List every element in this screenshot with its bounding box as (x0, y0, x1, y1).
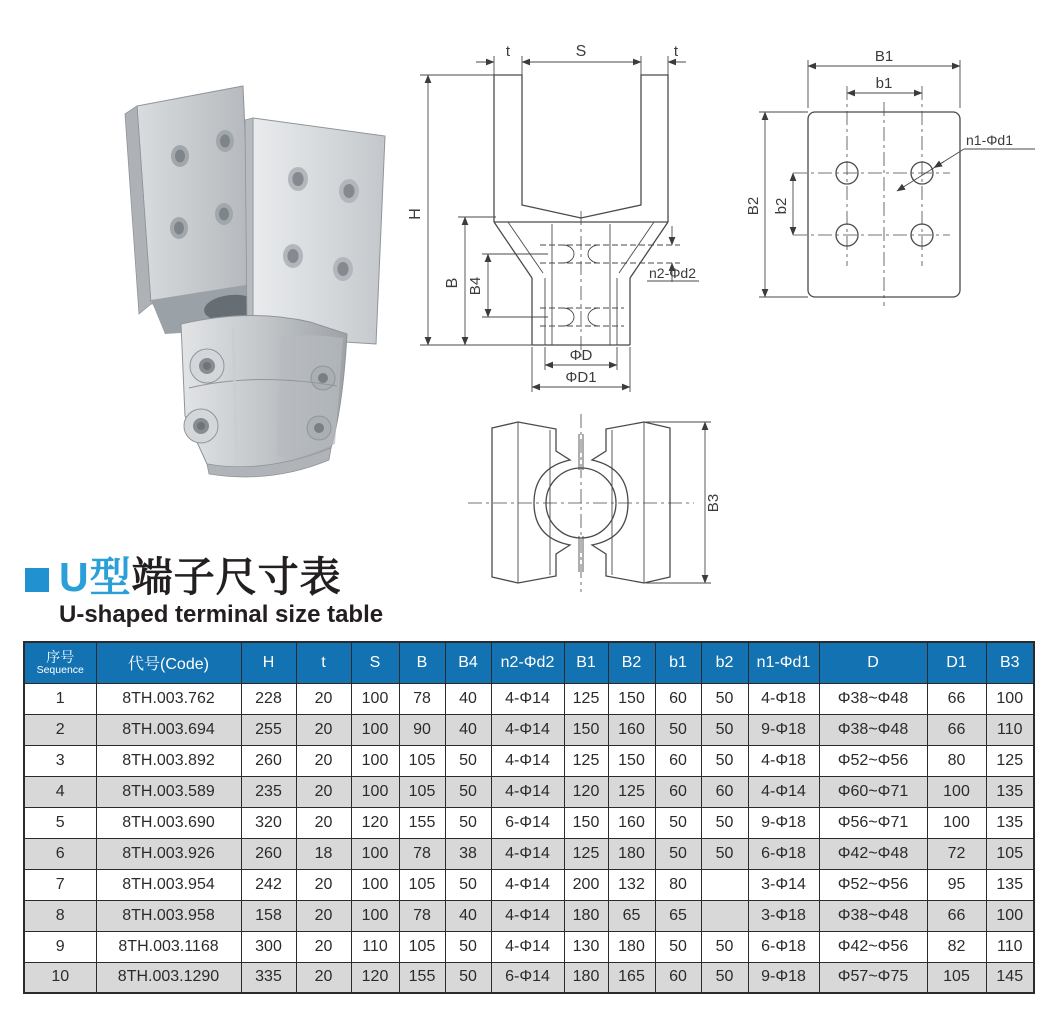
table-cell: 4-Φ14 (491, 900, 564, 931)
table-cell: 65 (655, 900, 701, 931)
table-cell: 150 (608, 683, 655, 714)
table-cell: 40 (445, 714, 491, 745)
table-cell: Φ52~Φ56 (819, 745, 927, 776)
col-header-15: B3 (986, 642, 1034, 683)
table-cell: 10 (24, 962, 96, 993)
table-cell: 8TH.003.1290 (96, 962, 241, 993)
table-cell: 50 (655, 807, 701, 838)
table-cell: 242 (241, 869, 296, 900)
table-cell: 4-Φ14 (748, 776, 819, 807)
table-cell: 120 (351, 962, 399, 993)
table-cell: 40 (445, 900, 491, 931)
table-cell: 105 (986, 838, 1034, 869)
table-cell: 135 (986, 807, 1034, 838)
table-cell: 155 (399, 807, 445, 838)
table-cell: 125 (564, 683, 608, 714)
table-cell: 9-Φ18 (748, 714, 819, 745)
table-cell: 4-Φ18 (748, 683, 819, 714)
table-cell: 20 (296, 683, 351, 714)
title-bullet-square (25, 568, 49, 592)
page-title (59, 556, 342, 599)
table-cell: Φ42~Φ48 (819, 838, 927, 869)
dim-label-d1: ΦD1 (565, 369, 597, 386)
col-header-2: H (241, 642, 296, 683)
table-cell: 125 (986, 745, 1034, 776)
table-cell: 120 (564, 776, 608, 807)
table-cell: 180 (564, 962, 608, 993)
table-cell: 135 (986, 869, 1034, 900)
col-header-10: b1 (655, 642, 701, 683)
table-cell: 3-Φ18 (748, 900, 819, 931)
table-cell: Φ56~Φ71 (819, 807, 927, 838)
dim-label-b4: B4 (467, 276, 484, 296)
table-cell: 50 (701, 931, 748, 962)
col-header-9: B2 (608, 642, 655, 683)
table-cell: 80 (655, 869, 701, 900)
table-cell: 90 (399, 714, 445, 745)
table-cell: 80 (927, 745, 986, 776)
table-cell: 8TH.003.1168 (96, 931, 241, 962)
table-cell (701, 900, 748, 931)
table-cell: 4 (24, 776, 96, 807)
table-cell: 4-Φ18 (748, 745, 819, 776)
table-cell: 125 (608, 776, 655, 807)
table-cell: 235 (241, 776, 296, 807)
u-terminal-photo-illustration (85, 76, 405, 486)
table-cell: 20 (296, 869, 351, 900)
table-cell: 9-Φ18 (748, 962, 819, 993)
table-cell: 50 (445, 869, 491, 900)
col-header-1: 代号(Code) (96, 642, 241, 683)
table-cell: 78 (399, 683, 445, 714)
table-cell: 100 (351, 869, 399, 900)
col-header-5: B (399, 642, 445, 683)
table-row (24, 807, 1034, 838)
table-cell: 50 (655, 931, 701, 962)
table-cell: 50 (445, 807, 491, 838)
table-cell: 335 (241, 962, 296, 993)
table-cell: 8TH.003.926 (96, 838, 241, 869)
table-cell: 60 (655, 745, 701, 776)
table-cell: 9-Φ18 (748, 807, 819, 838)
table-cell: 4-Φ14 (491, 776, 564, 807)
table-cell: 4-Φ14 (491, 683, 564, 714)
table-cell: 8TH.003.762 (96, 683, 241, 714)
table-cell: Φ38~Φ48 (819, 714, 927, 745)
top-view-drawing (745, 26, 1064, 311)
table-cell: 120 (351, 807, 399, 838)
table-cell: 6-Φ14 (491, 807, 564, 838)
table-cell: 110 (986, 714, 1034, 745)
table-cell: 150 (564, 714, 608, 745)
dim-label-h: H (407, 208, 424, 220)
table-cell: 4-Φ14 (491, 714, 564, 745)
table-cell (701, 869, 748, 900)
table-cell: 60 (701, 776, 748, 807)
page-title-accent: U型 (59, 554, 132, 600)
table-cell: 4-Φ14 (491, 745, 564, 776)
dim-label-n2-d2: n2-Φd2 (649, 265, 696, 281)
table-row (24, 714, 1034, 745)
table-cell: 20 (296, 745, 351, 776)
dim-label-b2-outer: B2 (745, 196, 762, 216)
table-cell: 100 (351, 683, 399, 714)
table-cell: 180 (608, 838, 655, 869)
table-cell: 72 (927, 838, 986, 869)
table-cell: 6-Φ14 (491, 962, 564, 993)
table-cell: 60 (655, 776, 701, 807)
dim-label-t-right: t (673, 43, 679, 60)
dim-label-b2-inner: b2 (773, 197, 790, 215)
table-cell: 100 (927, 807, 986, 838)
col-header-12: n1-Φd1 (748, 642, 819, 683)
table-cell: 105 (399, 869, 445, 900)
col-header-3: t (296, 642, 351, 683)
table-cell: 8TH.003.954 (96, 869, 241, 900)
table-cell: 20 (296, 900, 351, 931)
table-cell: 20 (296, 931, 351, 962)
dim-label-d: ΦD (569, 347, 593, 364)
table-cell: 4-Φ14 (491, 931, 564, 962)
table-cell: 100 (351, 776, 399, 807)
table-cell: 100 (351, 838, 399, 869)
table-cell: 320 (241, 807, 296, 838)
table-row (24, 900, 1034, 931)
col-header-11: b2 (701, 642, 748, 683)
table-cell: 8TH.003.690 (96, 807, 241, 838)
table-cell: 228 (241, 683, 296, 714)
table-cell: 260 (241, 745, 296, 776)
table-cell: 66 (927, 900, 986, 931)
col-header-4: S (351, 642, 399, 683)
col-header-7: n2-Φd2 (491, 642, 564, 683)
table-cell: Φ38~Φ48 (819, 900, 927, 931)
table-cell: 50 (701, 714, 748, 745)
table-cell: 145 (986, 962, 1034, 993)
table-row (24, 745, 1034, 776)
dim-label-b: B (444, 277, 461, 289)
table-cell: 6-Φ18 (748, 838, 819, 869)
table-cell: 260 (241, 838, 296, 869)
dim-label-b3: B3 (705, 493, 722, 513)
table-cell: 50 (701, 838, 748, 869)
dim-label-b1-outer: B1 (874, 48, 894, 65)
table-cell: 165 (608, 962, 655, 993)
table-cell: 155 (399, 962, 445, 993)
table-cell: 50 (445, 745, 491, 776)
table-cell: 200 (564, 869, 608, 900)
table-cell: 8TH.003.958 (96, 900, 241, 931)
table-cell: 132 (608, 869, 655, 900)
dim-label-n1-d1: n1-Φd1 (966, 132, 1013, 148)
table-cell: 3-Φ14 (748, 869, 819, 900)
table-cell: 50 (655, 714, 701, 745)
table-cell: 6-Φ18 (748, 931, 819, 962)
table-row (24, 869, 1034, 900)
table-cell: 130 (564, 931, 608, 962)
col-header-13: D (819, 642, 927, 683)
table-cell: 110 (986, 931, 1034, 962)
table-cell: 8TH.003.892 (96, 745, 241, 776)
table-cell: 7 (24, 869, 96, 900)
table-cell: 100 (351, 714, 399, 745)
table-cell: 110 (351, 931, 399, 962)
table-cell: 18 (296, 838, 351, 869)
table-cell: 4-Φ14 (491, 838, 564, 869)
size-table-header (24, 642, 1034, 683)
col-header-8: B1 (564, 642, 608, 683)
table-cell: 50 (701, 807, 748, 838)
table-cell: 158 (241, 900, 296, 931)
table-cell: 66 (927, 714, 986, 745)
table-cell: 82 (927, 931, 986, 962)
table-cell: 9 (24, 931, 96, 962)
front-view-drawing (400, 28, 700, 398)
table-cell: 38 (445, 838, 491, 869)
col-header-6: B4 (445, 642, 491, 683)
table-cell: Φ60~Φ71 (819, 776, 927, 807)
table-cell: Φ52~Φ56 (819, 869, 927, 900)
table-cell: 95 (927, 869, 986, 900)
table-cell: 50 (701, 962, 748, 993)
dim-label-s: S (575, 43, 587, 60)
dim-label-b1-inner: b1 (875, 75, 893, 92)
table-cell: 78 (399, 838, 445, 869)
table-cell: 105 (399, 745, 445, 776)
table-cell: Φ57~Φ75 (819, 962, 927, 993)
table-cell: 50 (701, 745, 748, 776)
table-cell: 20 (296, 962, 351, 993)
table-row (24, 683, 1034, 714)
title-block (25, 556, 725, 629)
dim-label-t-left: t (505, 43, 511, 60)
table-row (24, 838, 1034, 869)
table-cell: 125 (564, 838, 608, 869)
table-cell: 20 (296, 807, 351, 838)
table-cell: 50 (701, 683, 748, 714)
table-cell: 3 (24, 745, 96, 776)
table-cell: 100 (351, 900, 399, 931)
table-cell: 300 (241, 931, 296, 962)
table-row (24, 776, 1034, 807)
table-cell: 105 (399, 776, 445, 807)
table-row (24, 962, 1034, 993)
table-cell: 180 (564, 900, 608, 931)
table-cell: 20 (296, 776, 351, 807)
table-cell: 50 (655, 838, 701, 869)
size-table (23, 641, 1035, 994)
page-title-rest: 端子尺寸表 (131, 554, 342, 600)
table-row (24, 931, 1034, 962)
table-cell: 160 (608, 714, 655, 745)
col-header-sequence: 序号 Sequence (24, 642, 96, 683)
product-photo (85, 76, 405, 486)
table-cell: 150 (564, 807, 608, 838)
table-cell: 100 (351, 745, 399, 776)
table-cell: 8TH.003.694 (96, 714, 241, 745)
table-cell: 4-Φ14 (491, 869, 564, 900)
table-cell: 8TH.003.589 (96, 776, 241, 807)
table-cell: 100 (986, 900, 1034, 931)
table-cell: 78 (399, 900, 445, 931)
page-subtitle: U-shaped terminal size table (59, 601, 384, 629)
table-cell: Φ42~Φ56 (819, 931, 927, 962)
table-cell: 65 (608, 900, 655, 931)
table-cell: 255 (241, 714, 296, 745)
table-cell: 50 (445, 931, 491, 962)
table-cell: Φ38~Φ48 (819, 683, 927, 714)
table-cell: 50 (445, 962, 491, 993)
table-cell: 40 (445, 683, 491, 714)
table-cell: 2 (24, 714, 96, 745)
size-table-body (24, 683, 1034, 993)
table-cell: 105 (927, 962, 986, 993)
table-cell: 135 (986, 776, 1034, 807)
table-cell: 180 (608, 931, 655, 962)
table-cell: 100 (986, 683, 1034, 714)
table-cell: 5 (24, 807, 96, 838)
table-cell: 8 (24, 900, 96, 931)
table-cell: 60 (655, 962, 701, 993)
table-cell: 6 (24, 838, 96, 869)
table-cell: 160 (608, 807, 655, 838)
table-cell: 1 (24, 683, 96, 714)
table-cell: 66 (927, 683, 986, 714)
table-cell: 60 (655, 683, 701, 714)
table-cell: 105 (399, 931, 445, 962)
table-cell: 50 (445, 776, 491, 807)
table-cell: 125 (564, 745, 608, 776)
col-header-14: D1 (927, 642, 986, 683)
table-cell: 150 (608, 745, 655, 776)
table-cell: 100 (927, 776, 986, 807)
table-cell: 20 (296, 714, 351, 745)
